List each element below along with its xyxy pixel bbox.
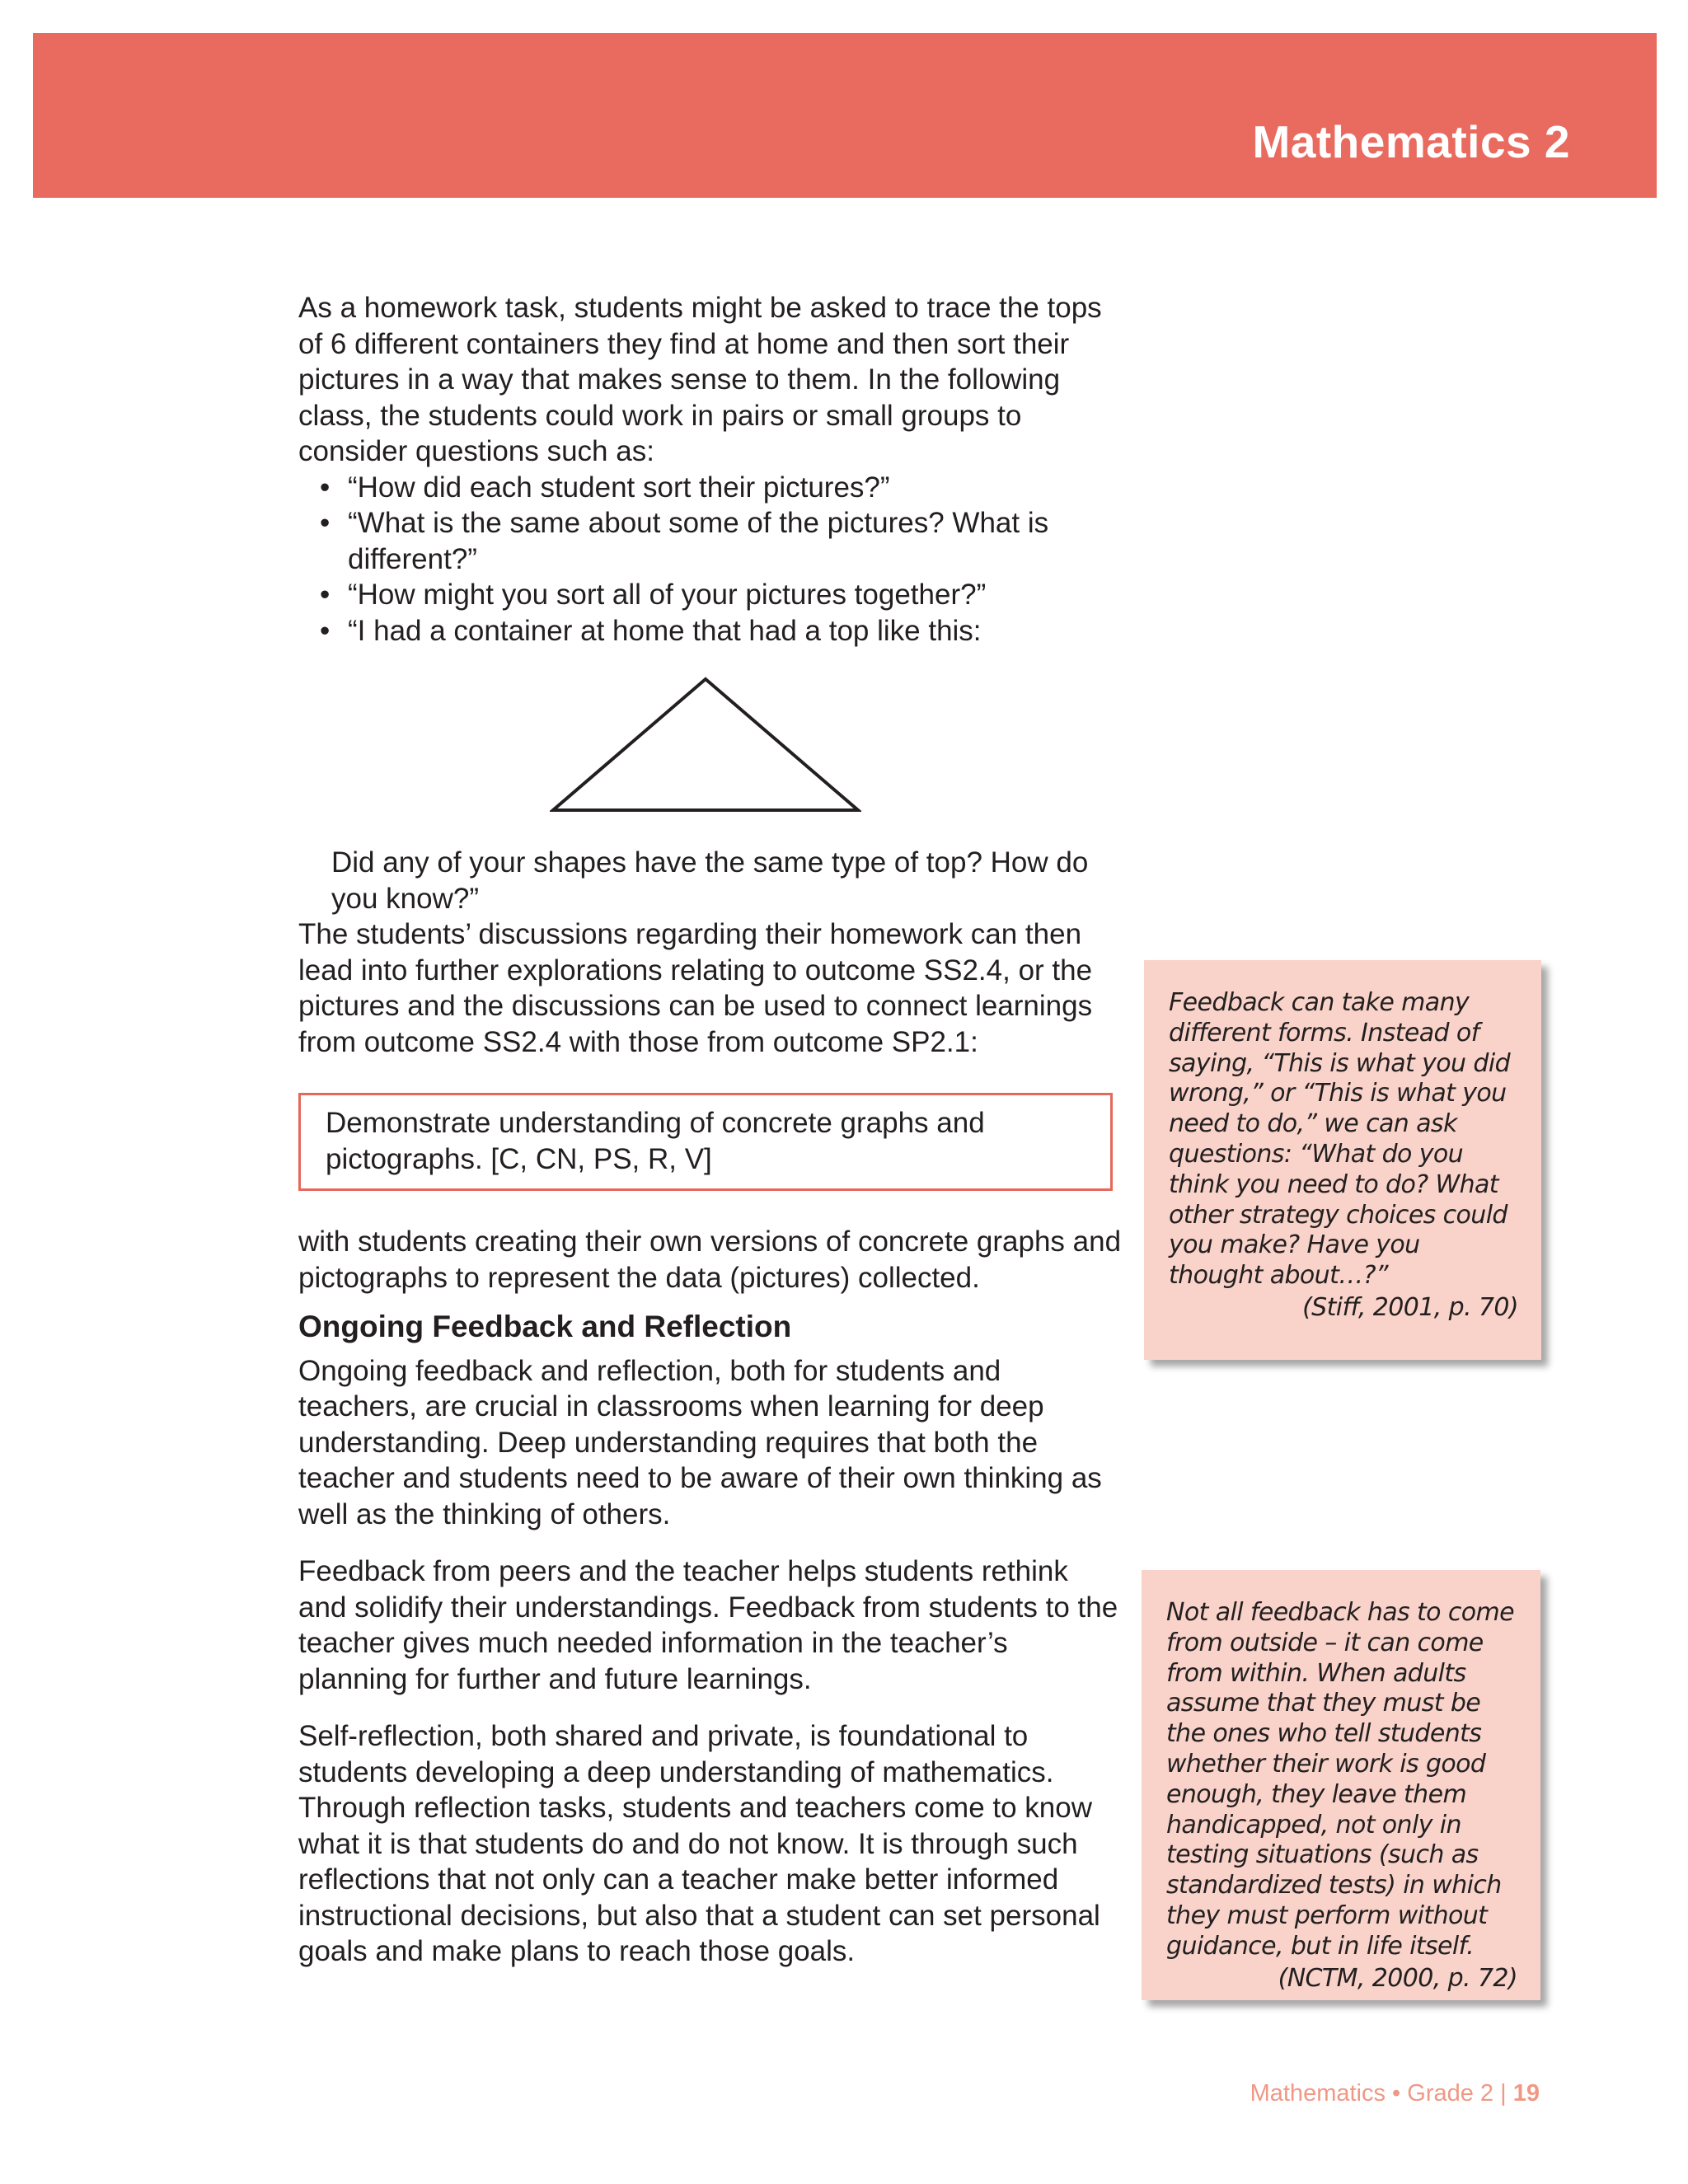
sidenote-stiff: [1144, 960, 1541, 1360]
triangle-figure: [298, 649, 1123, 845]
footer-grade: Grade 2: [1407, 2080, 1494, 2107]
main-column: [298, 290, 1123, 1970]
sidenote-nctm: [1142, 1570, 1540, 2000]
list-item: • “How might you sort all of your pictures together?”: [348, 577, 1123, 613]
feedback-paragraph-3: Self-reflection, both shared and private, is foundational to students developing a deep understanding of mathematics. Through reflection tasks, students and teachers come to know what it is that students do and do not know. It is through such reflections that not only can a teacher make better informed instructional decisions, but also that a student can set personal goals and make plans to reach those goals.: [298, 1720, 1100, 1967]
sidenote-citation: (Stiff, 2001, p. 70): [1302, 1292, 1518, 1322]
footer-dot: •: [1392, 2080, 1401, 2107]
list-item: • “What is the same about some of the pictures? What is different?”: [348, 505, 1123, 577]
question-list: [298, 470, 1123, 649]
sidenote-citation: (NCTM, 2000, p. 72): [1278, 1963, 1517, 1993]
feedback-paragraph-1: Ongoing feedback and reflection, both for students and teachers, are crucial in classrooms when learning for deep understanding. Deep understanding requires that both the teacher and students need to be aware of their own thinking as well as the thinking of others.: [298, 1354, 1102, 1530]
footer-subject: Mathematics: [1250, 2080, 1386, 2107]
discussion-paragraph: The students’ discussions regarding their homework can then lead into further explorations relating to outcome SS2.4, or the pictures and the discussions can be used to connect learnings from outcome SS2.4 with those from outcome SP2.1:: [298, 918, 1093, 1058]
list-item: • “How did each student sort their pictures?”: [348, 470, 1123, 506]
footer-divider: |: [1500, 2080, 1507, 2107]
outcome-text: Demonstrate understanding of concrete graphs and pictographs. [C, CN, PS, R, V]: [326, 1107, 985, 1175]
feedback-paragraph-2: Feedback from peers and the teacher helps students rethink and solidify their understandings. Feedback from students to the teacher gives much needed information in the teacher’s planning for further and future learnings.: [298, 1555, 1118, 1695]
section-heading: Ongoing Feedback and Reflection: [298, 1310, 792, 1343]
page-footer: [1250, 2080, 1540, 2107]
sidenote-text: Not all feedback has to come from outside – it can come from within. When adults assume that they must be the ones who tell students whether their work is good enough, they leave them handicapped, not only in testing situations (such as standardized tests) in which they must perform without guidance, but in life itself.: [1166, 1598, 1514, 1961]
page-title: Mathematics 2: [1252, 116, 1570, 167]
sidenote-text: Feedback can take many different forms. Instead of saying, “This is what you did wrong,” or “This is what you need to do,” we can ask questions: “What do you think you need to do? What other strategy choices could you make? Have you thought about…?”: [1169, 988, 1511, 1291]
question-continuation: Did any of your shapes have the same type of top? How do you know?”: [331, 846, 1089, 915]
page-number: 19: [1512, 2080, 1540, 2107]
triangle-icon: [550, 677, 861, 813]
after-box-paragraph: with students creating their own versions of concrete graphs and pictographs to represent the data (pictures) collected.: [298, 1226, 1122, 1294]
intro-paragraph: As a homework task, students might be asked to trace the tops of 6 different containers they find at home and then sort their pictures in a way that makes sense to them. In the following class, the students could work in pairs or small groups to consider questions such as:: [298, 292, 1102, 467]
outcome-box: [298, 1093, 1113, 1191]
list-item: • “I had a container at home that had a top like this:: [348, 613, 1123, 649]
